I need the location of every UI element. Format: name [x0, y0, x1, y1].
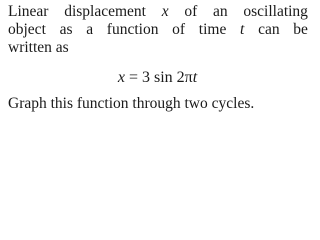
- word: a: [86, 21, 94, 38]
- word: displacement: [64, 3, 146, 20]
- problem-line-3: written as: [8, 39, 69, 56]
- word: oscillating: [243, 3, 308, 20]
- word: of: [184, 3, 198, 20]
- variable-x: x: [161, 3, 169, 20]
- equation: [0, 69, 315, 87]
- equation-coefficient: 3: [141, 69, 150, 86]
- word: object: [8, 21, 46, 38]
- equation-argument: 2π: [176, 69, 193, 86]
- word: be: [293, 21, 308, 38]
- problem-line-1: [8, 3, 308, 21]
- problem-instruction: Graph this function through two cycles.: [8, 95, 255, 112]
- equation-lhs: x: [117, 69, 125, 86]
- word: an: [212, 3, 228, 20]
- variable-t: t: [240, 21, 245, 38]
- word: time: [198, 21, 227, 38]
- equation-function: sin: [153, 69, 173, 86]
- word: can: [258, 21, 280, 38]
- word: function: [106, 21, 159, 38]
- equation-variable: t: [192, 69, 198, 86]
- word: as: [59, 21, 73, 38]
- problem-line-2: [8, 21, 308, 39]
- equation-equals: =: [128, 69, 138, 86]
- word: Linear: [8, 3, 49, 20]
- word: of: [172, 21, 186, 38]
